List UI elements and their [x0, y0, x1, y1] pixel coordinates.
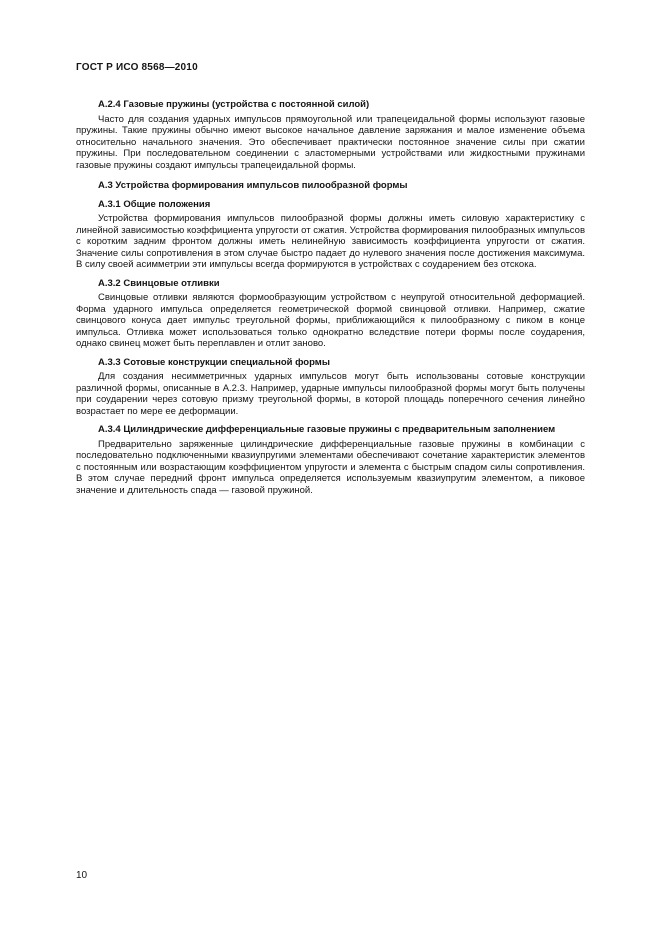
section-paragraph-a24: Часто для создания ударных импульсов прямоугольной или трапецеидальной формы используют газовые пружины. Такие пружины обычно имеют высокое начальное давление заряжания и малое изменение объема относительно начального значения. Это обеспечивает практически постоянное значение силы при сжатии пружины. При последовательном соединении с эластомерными устройствами или жидкостными пружинами газовые пружины создают импульсы трапецеидальной формы.	[76, 113, 585, 171]
section-heading-a34: А.3.4 Цилиндрические дифференциальные газовые пружины с предварительным заполнением	[98, 424, 556, 435]
page-number: 10	[76, 870, 88, 881]
section-paragraph-a34: Предварительно заряженные цилиндрические дифференциальные газовые пружины в комбинации с последовательно подключенными квазиупругими элементами обеспечивают сочетание характеристик элементов с постоянным или возрастающим коэффициентом упругости и элемента с быстрым спадом силы сопротивления. В этом случае передний фронт импульса определяется используемым квазиупругим элементом, а пиковое значение и длительность спада — газовой пружиной.	[76, 438, 585, 496]
document-content	[76, 99, 585, 496]
section-paragraph-a33: Для создания несимметричных ударных импульсов могут быть использованы сотовые конструкции различной формы, описанные в А.2.3. Например, ударные импульсы пилообразной формы могут быть получены при соударении через сотовую призму треугольной формы, в которой площадь поперечного сечения линейно возрастает по мере ее деформации.	[76, 371, 585, 417]
section-heading-a24: А.2.4 Газовые пружины (устройства с постоянной силой)	[98, 99, 370, 110]
section-heading-a32: А.3.2 Свинцовые отливки	[98, 277, 220, 289]
section-paragraph-a32: Свинцовые отливки являются формообразующим устройством с неупругой относительной деформацией. Форма ударного импульса определяется геометрической формой свинцовой отливки. Например, сжатие свинцового конуса дает импульс треугольной формы, приближающийся к пилообразному с пиком в конце импульса. Отливка может использоваться только однократно вследствие потери формы после соударения, однако свинец может быть переплавлен и отлит заново.	[76, 292, 585, 349]
document-header: ГОСТ Р ИСО 8568—2010	[76, 62, 198, 73]
section-heading-a33: А.3.3 Сотовые конструкции специальной формы	[98, 356, 330, 368]
section-heading-a3: А.3 Устройства формирования импульсов пилообразной формы	[98, 180, 408, 191]
section-heading-a31: А.3.1 Общие положения	[98, 198, 211, 210]
section-paragraph-a31: Устройства формирования импульсов пилообразной формы должны иметь силовую характеристику с линейной зависимостью коэффициента упругости от сжатия. Устройства формирования пилообразных импульсов с коротким задним фронтом должны иметь нелинейную зависимость коэффициента упругости от сжатия. Значение силы сопротивления в этом случае быстро падает до нулевого значения после достижения максимума. В силу своей асимметрии эти импульсы всегда формируются в устройствах с соударением без отскока.	[76, 213, 585, 270]
